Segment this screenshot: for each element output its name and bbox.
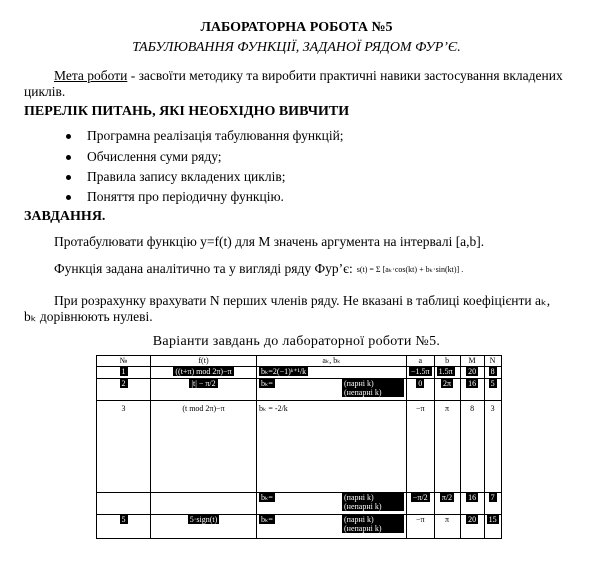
bullet-icon xyxy=(66,134,71,139)
questions-heading: ПЕРЕЛІК ПИТАНЬ, ЯКІ НЕОБХІДНО ВИВЧИТИ xyxy=(24,104,350,119)
question-item: Програмна реалізація табулювання функцій; xyxy=(66,128,344,144)
col-header: M xyxy=(460,356,484,367)
goal-text: - засвоїти методику та виробити практичні навики застосування вкладених xyxy=(127,68,563,83)
goal-line2: циклів. xyxy=(24,84,66,99)
table-row: 1 ((t+π) mod 2π)−π bₖ=2(−1)ᵏ⁺¹/k −1.5π 1.5π 20 8 xyxy=(97,367,502,379)
col-header: N xyxy=(484,356,501,367)
fourier-formula: s(t) = Σ [aₖ·cos(kt) + bₖ·sin(kt)] . xyxy=(356,265,464,275)
bullet-icon xyxy=(66,195,71,200)
goal-label: Мета роботи xyxy=(54,68,128,83)
page-title: ЛАБОРАТОРНА РОБОТА №5 xyxy=(200,20,393,35)
col-header: № xyxy=(97,356,151,367)
bullet-icon xyxy=(66,155,71,160)
col-header: aₖ, bₖ xyxy=(257,356,407,367)
variants-table xyxy=(96,355,502,539)
task-para3-line2: bₖ дорівнюють нулеві. xyxy=(24,309,153,324)
col-header: a xyxy=(407,356,435,367)
table-row: 5 5·sign(t) bₖ= (парні k) (непарні k) −π π 20 15 xyxy=(97,515,502,539)
table-row: 3 (t mod 2π)−π bₖ = -2/k −π π 8 3 xyxy=(97,401,502,493)
task-para3-line1: При розрахунку врахувати N перших членів ряду. Не вказані в таблиці коефіцієнти aₖ, xyxy=(54,293,551,308)
bullet-icon xyxy=(66,175,71,180)
question-item: Поняття про періодичну функцію. xyxy=(66,189,284,205)
task-para2: Функція задана аналітично та у вигляді ряду Фур’є: s(t) = Σ [aₖ·cos(kt) + bₖ·sin(kt)] . xyxy=(54,261,464,276)
table-caption: Варіанти завдань до лабораторної роботи №5. xyxy=(152,334,441,349)
page-subtitle: ТАБУЛЮВАННЯ ФУНКЦІЇ, ЗАДАНОЇ РЯДОМ ФУР’Є. xyxy=(132,40,461,55)
question-item: Правила запису вкладених циклів; xyxy=(66,169,285,185)
col-header: f(t) xyxy=(151,356,257,367)
col-header: b xyxy=(434,356,460,367)
task-heading: ЗАВДАННЯ. xyxy=(24,209,106,224)
table-row: 2 |t| − π/2 bₖ= (парні k) (непарні k) 0 2π 16 5 xyxy=(97,379,502,401)
table-row: bₖ= (парні k) (непарні k) −π/2 π/2 16 7 xyxy=(97,493,502,515)
question-item: Обчислення суми ряду; xyxy=(66,149,222,165)
task-para1: Протабулювати функцію y=f(t) для M значень аргумента на інтервалі [a,b]. xyxy=(54,234,485,249)
goal-line1 xyxy=(54,68,563,84)
table-header-row xyxy=(97,356,502,367)
